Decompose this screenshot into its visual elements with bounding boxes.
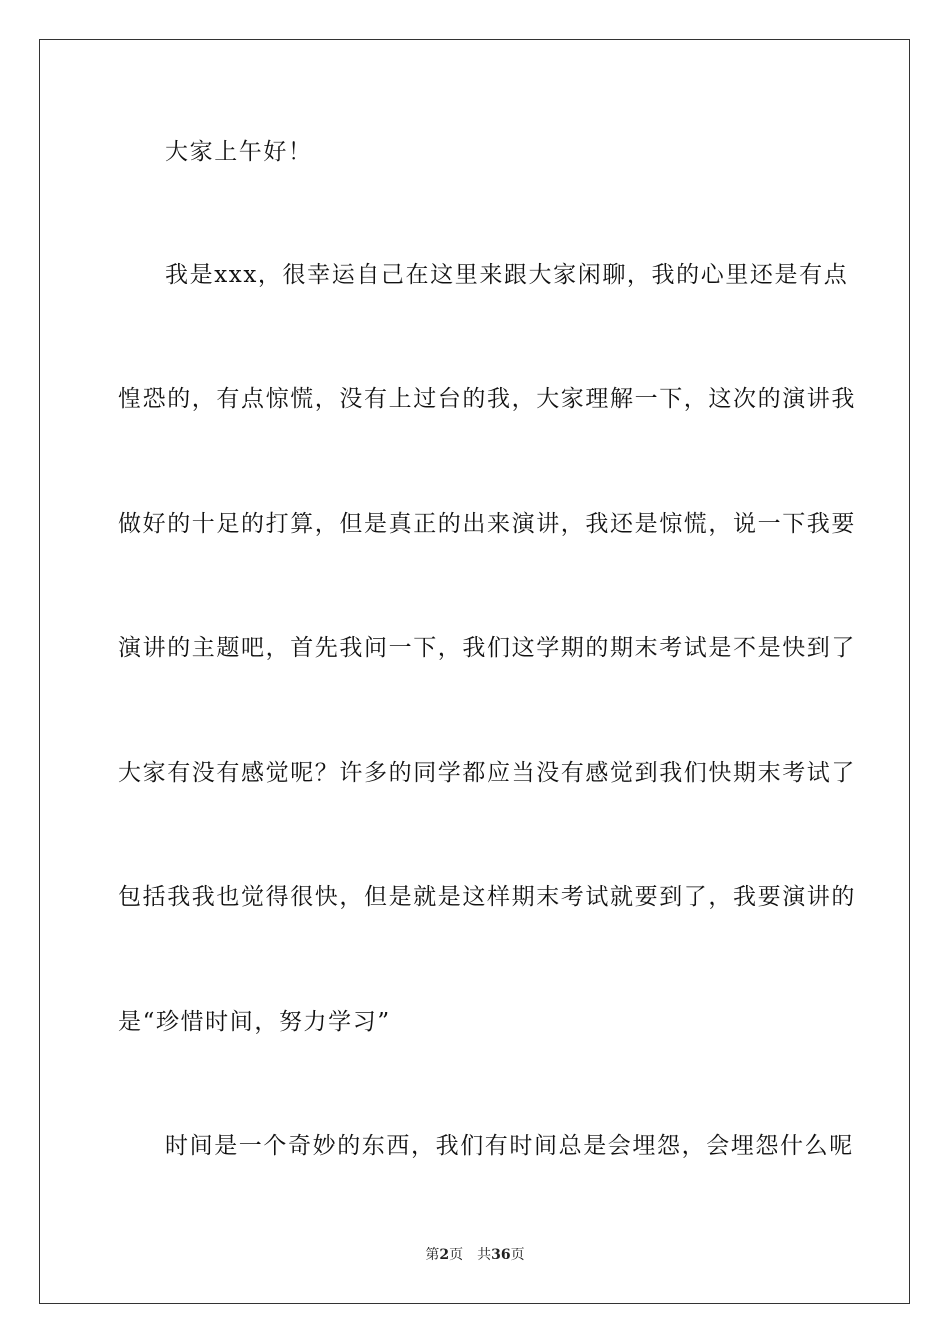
total-prefix: 共 [477,1247,492,1263]
page-suffix: 页 [449,1247,464,1263]
page-prefix: 第 [425,1247,440,1263]
paragraph-1-line-3: 做好的十足的打算，但是真正的出来演讲，我还是惊慌，说一下我要 [118,511,856,537]
page-footer [0,1246,950,1264]
page-border [39,39,910,1304]
paragraph-1-line-4: 演讲的主题吧，首先我问一下，我们这学期的期末考试是不是快到了 [118,635,856,661]
paragraph-1-line-2: 惶恐的，有点惊慌，没有上过台的我，大家理解一下，这次的演讲我 [118,386,856,412]
paragraph-1-line-5: 大家有没有感觉呢？许多的同学都应当没有感觉到我们快期末考试了 [118,760,856,786]
paragraph-1-line-6: 包括我我也觉得很快，但是就是这样期末考试就要到了，我要演讲的 [118,884,856,910]
greeting-line: 大家上午好！ [165,139,313,165]
page-number: 2 [439,1247,450,1263]
total-pages: 36 [491,1247,511,1263]
paragraph-1-line-1: 我是xxx，很幸运自己在这里来跟大家闲聊，我的心里还是有点 [165,262,849,288]
paragraph-1-line-7: 是“珍惜时间，努力学习” [118,1009,391,1035]
paragraph-2-line-1: 时间是一个奇妙的东西，我们有时间总是会埋怨，会埋怨什么呢 [165,1133,854,1159]
total-suffix: 页 [510,1247,525,1263]
